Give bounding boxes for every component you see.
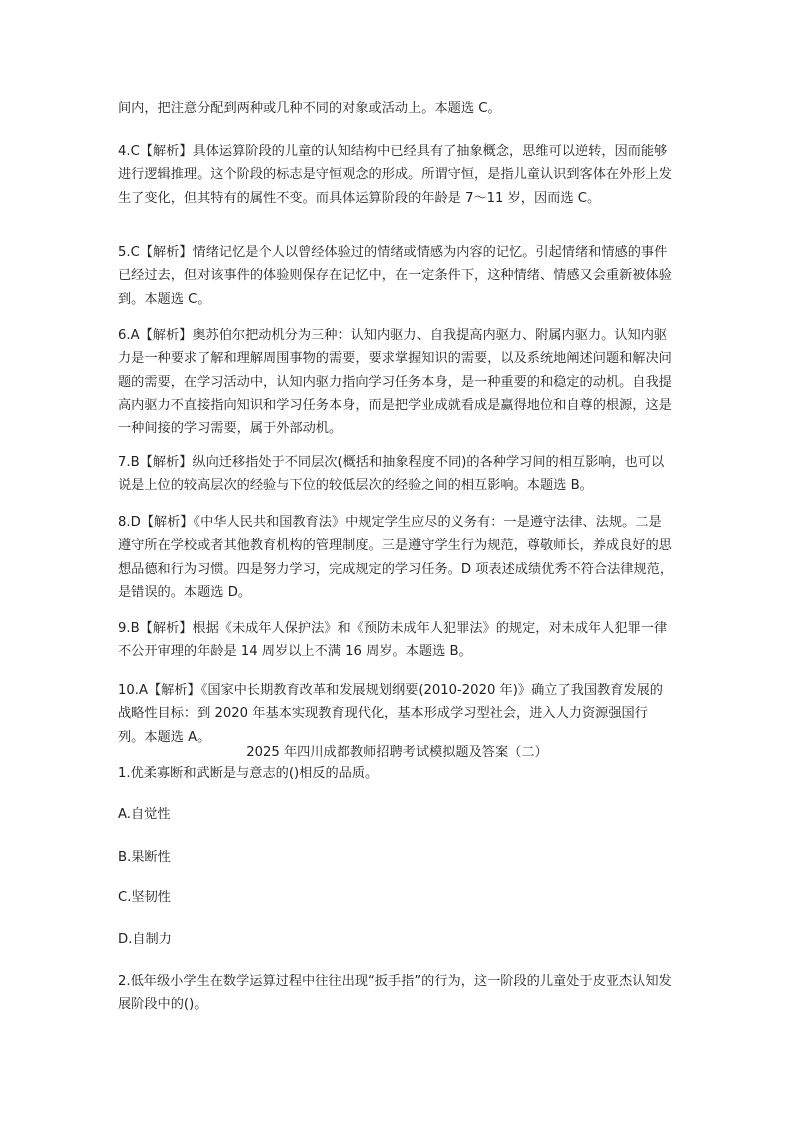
answer-3-continuation: 间内，把注意分配到两种或几种不同的对象或活动上。本题选 C。 [118, 101, 501, 116]
answer-6: 6.A【解析】奥苏伯尔把动机分为三种：认知内驱力、自我提高内驱力、附属内驱力。认知内驱力是一种要求了解和理解周围事物的需要，要求掌握知识的需要，以及系统地阐述问题和解决问题的需要，在学习活动中，认知内驱力指向学习任务本身，是一种重要的和稳定的动机。自我提高内驱力不直接指向知识和学习任务本身，而是把学业成就看成是赢得地位和自尊的根源，这是一种间接的学习需要，属于外部动机。 [118, 328, 672, 437]
answer-10: 10.A【解析】《国家中长期教育改革和发展规划纲要(2010-2020 年)》确立了我国教育发展的战略性目标：到 2020 年基本实现教育现代化，基本形成学习型社会，进入人力资源强国行列。本题选 A。 [118, 683, 663, 745]
answer-5: 5.C【解析】情绪记忆是个人以曾经体验过的情绪或情感为内容的记忆。引起情绪和情感的事件已经过去，但对该事件的体验则保存在记忆中，在一定条件下，这种情绪、情感又会重新被体验到。本题选 C。 [118, 245, 672, 307]
question-1-stem: 1.优柔寡断和武断是与意志的()相反的品质。 [118, 766, 379, 781]
answer-4: 4.C【解析】具体运算阶段的儿童的认知结构中已经具有了抽象概念，思维可以逆转，因而能够进行逻辑推理。这个阶段的标志是守恒观念的形成。所谓守恒，是指儿童认识到客体在外形上发生了变化，但其特有的属性不变。而具体运算阶段的年龄是 7～11 岁，因而选 C。 [118, 144, 672, 206]
question-1-option-d: D.自制力 [118, 932, 172, 947]
answer-9: 9.B【解析】根据《未成年人保护法》和《预防未成年人犯罪法》的规定，对未成年人犯罪一律不公开审理的年龄是 14 周岁以上不满 16 周岁。本题选 B。 [118, 621, 668, 660]
question-1-option-b: B.果断性 [118, 850, 171, 865]
section-title: 2025 年四川成都教师招聘考试模拟题及答案（二） [246, 745, 548, 760]
question-1-option-a: A.自觉性 [118, 807, 171, 822]
question-1-option-c: C.坚韧性 [118, 890, 171, 905]
answer-8: 8.D【解析】《中华人民共和国教育法》中规定学生应尽的义务有：一是遵守法律、法规。二是遵守所在学校或者其他教育机构的管理制度。三是遵守学生行为规范，尊敬师长，养成良好的思想品德和行为习惯。四是努力学习，完成规定的学习任务。D 项表述成绩优秀不符合法律规范，是错误的。本题选 D。 [118, 515, 674, 600]
question-2-stem: 2.低年级小学生在数学运算过程中往往出现“扳手指”的行为，这一阶段的儿童处于皮亚杰认知发展阶段中的()。 [118, 974, 672, 1013]
answer-7: 7.B【解析】纵向迁移指处于不同层次(概括和抽象程度不同)的各种学习间的相互影响，也可以说是上位的较高层次的经验与下位的较低层次的经验之间的相互影响。本题选 B。 [118, 455, 665, 494]
